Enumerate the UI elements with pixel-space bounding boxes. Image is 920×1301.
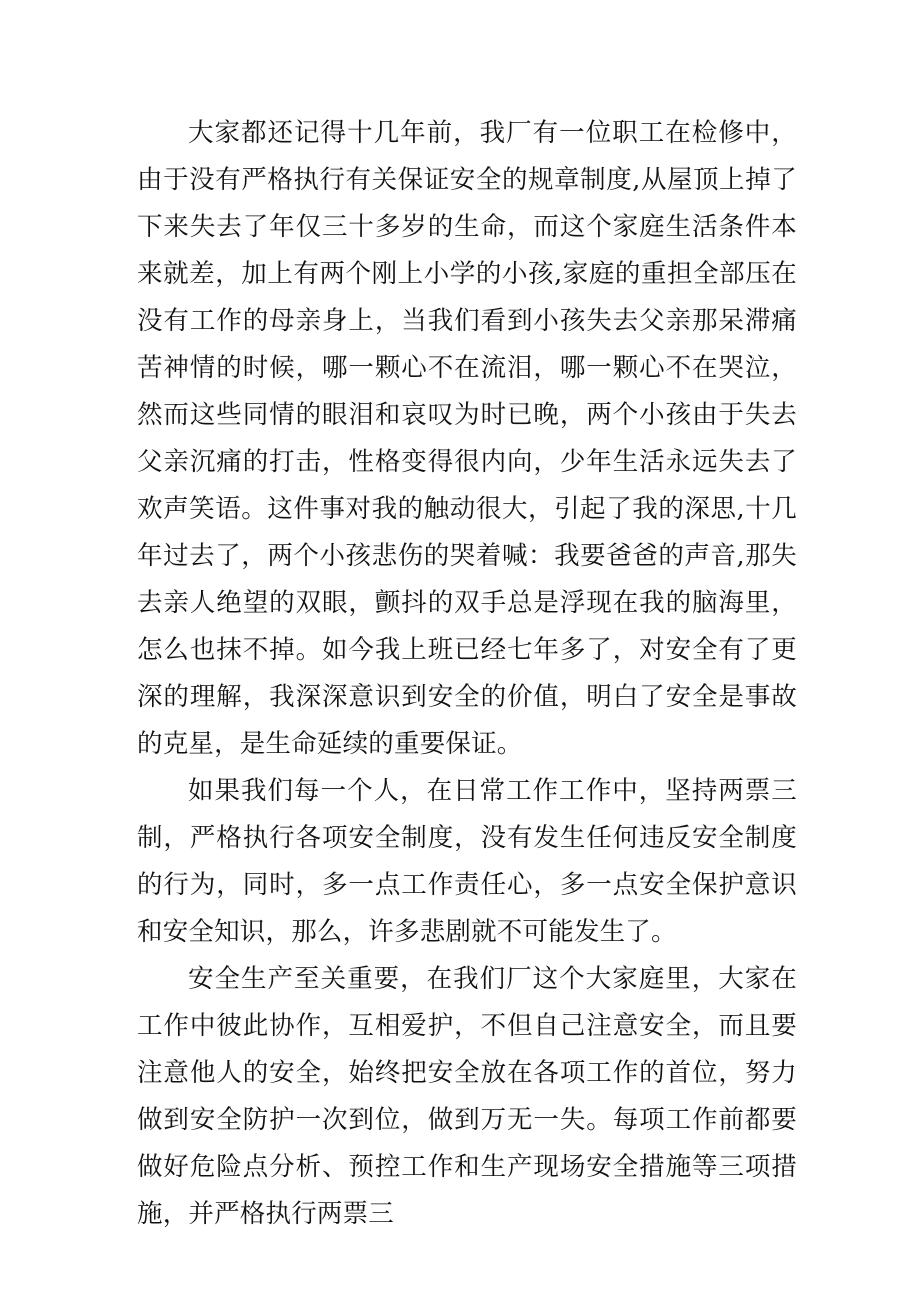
paragraph-2: 如果我们每一个人，在日常工作工作中，坚持两票三制，严格执行各项安全制度，没有发生任何违反安全制度的行为，同时，多一点工作责任心，多一点安全保护意识和安全知识，那么，许多悲剧就不可能发生了。 [137,776,797,947]
paragraph-3: 安全生产至关重要，在我们厂这个大家庭里，大家在工作中彼此协作，互相爱护，不但自己注意安全，而且要注意他人的安全，始终把安全放在各项工作的首位，努力做到安全防护一次到位，做到万无一失。每项工作前都要做好危险点分析、预控工作和生产现场安全措施等三项措施，并严格执行两票三 [137,964,797,1229]
document-body [137,110,797,1238]
paragraph-1: 大家都还记得十几年前，我厂有一位职工在检修中，由于没有严格执行有关保证安全的规章制度,从屋顶上掉了下来失去了年仅三十多岁的生命，而这个家庭生活条件本来就差，加上有两个刚上小学的小孩,家庭的重担全部压在没有工作的母亲身上，当我们看到小孩失去父亲那呆滞痛苦神情的时候，哪一颗心不在流泪，哪一颗心不在哭泣，然而这些同情的眼泪和哀叹为时已晚，两个小孩由于失去父亲沉痛的打击，性格变得很内向，少年生活永远失去了欢声笑语。这件事对我的触动很大，引起了我的深思,十几年过去了，两个小孩悲伤的哭着喊：我要爸爸的声音,那失去亲人绝望的双眼，颤抖的双手总是浮现在我的脑海里，怎么也抹不掉。如今我上班已经七年多了，对安全有了更深的理解，我深深意识到安全的价值，明白了安全是事故的克星，是生命延续的重要保证。 [137,118,797,759]
